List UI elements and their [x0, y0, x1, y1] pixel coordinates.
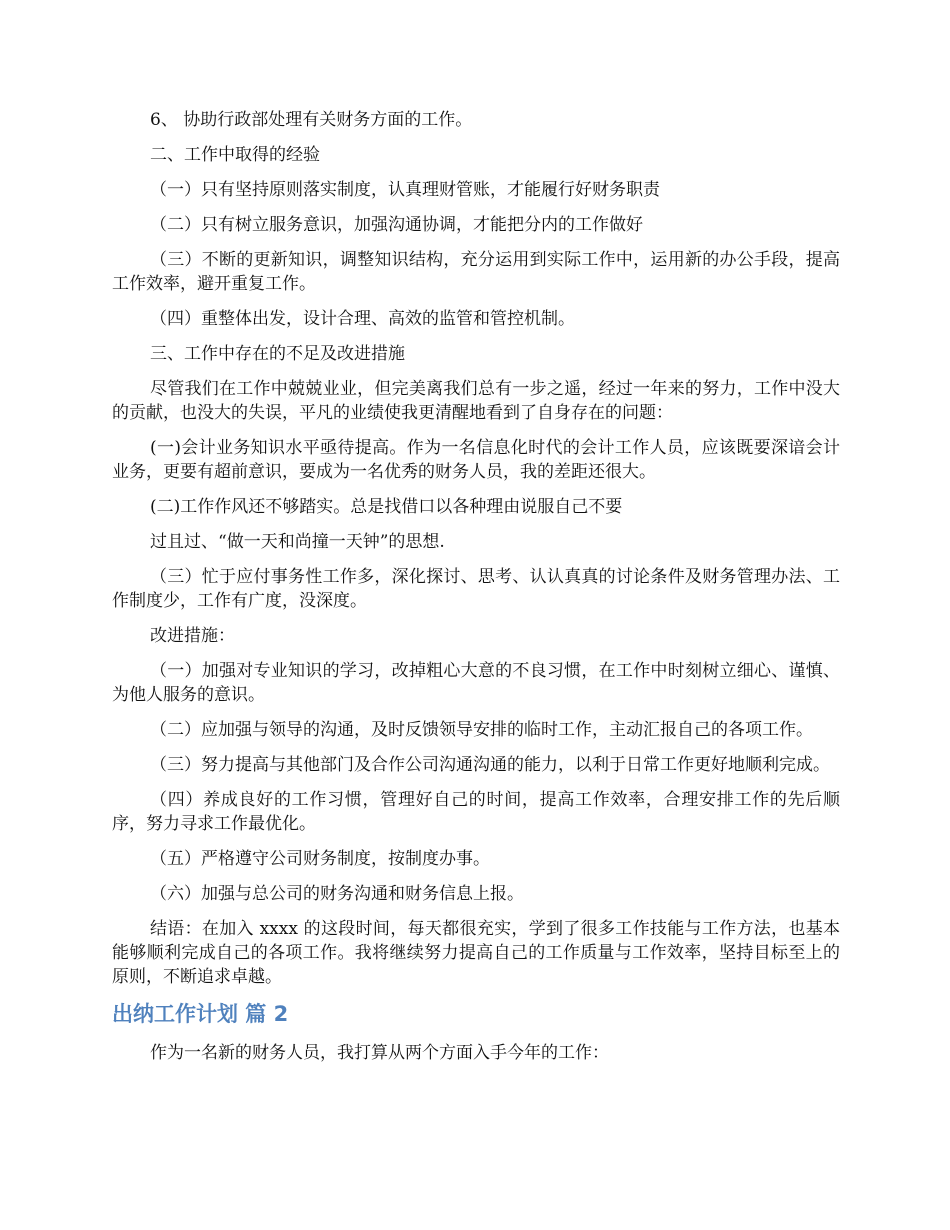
paragraph: (一)会计业务知识水平亟待提高。作为一名信息化时代的会计工作人员，应该既要深谙会计业务，更要有超前意识，要成为一名优秀的财务人员，我的差距还很大。 [112, 438, 840, 482]
paragraph: （四）重整体出发，设计合理、高效的监管和管控机制。 [150, 309, 575, 329]
paragraph: (二)工作作风还不够踏实。总是找借口以各种理由说服自己不要 [150, 497, 623, 517]
paragraph: （一）加强对专业知识的学习，改掉粗心大意的不良习惯，在工作中时刻树立细心、谨慎、为他人服务的意识。 [112, 661, 840, 705]
paragraph: 过且过、“做一天和尚撞一天钟”的思想. [150, 532, 445, 552]
paragraph: 结语：在加入 xxxx 的这段时间，每天都很充实，学到了很多工作技能与工作方法，也基本能够顺利完成自己的各项工作。我将继续努力提高自己的工作质量与工作效率，坚持目标至上的原则，不断追求卓越。 [112, 919, 840, 987]
document-page [112, 108, 840, 1076]
paragraph: （四）养成良好的工作习惯，管理好自己的时间，提高工作效率，合理安排工作的先后顺序，努力寻求工作最优化。 [112, 790, 840, 834]
section-heading: 二、工作中取得的经验 [150, 145, 320, 165]
paragraph: （三）努力提高与其他部门及合作公司沟通沟通的能力，以利于日常工作更好地顺利完成。 [150, 755, 830, 775]
paragraph: 6、 协助行政部处理有关财务方面的工作。 [150, 110, 473, 130]
paragraph: （六）加强与总公司的财务沟通和财务信息上报。 [150, 884, 524, 904]
paragraph: （二）应加强与领导的沟通，及时反馈领导安排的临时工作，主动汇报自己的各项工作。 [150, 720, 813, 740]
section-heading: 三、工作中存在的不足及改进措施 [150, 344, 405, 364]
document-heading: 出纳工作计划 篇 2 [112, 1002, 289, 1026]
paragraph: （三）不断的更新知识，调整知识结构，充分运用到实际工作中，运用新的办公手段，提高工作效率，避开重复工作。 [112, 250, 840, 294]
paragraph: 作为一名新的财务人员，我打算从两个方面入手今年的工作： [150, 1043, 609, 1063]
paragraph: （五）严格遵守公司财务制度，按制度办事。 [150, 849, 490, 869]
paragraph: （一）只有坚持原则落实制度，认真理财管账，才能履行好财务职责 [150, 180, 660, 200]
paragraph: （三）忙于应付事务性工作多，深化探讨、思考、认认真真的讨论条件及财务管理办法、工作制度少，工作有广度，没深度。 [112, 567, 840, 611]
paragraph: 尽管我们在工作中兢兢业业，但完美离我们总有一步之遥，经过一年来的努力，工作中没大的贡献，也没大的失误，平凡的业绩使我更清醒地看到了自身存在的问题： [112, 379, 840, 423]
paragraph: （二）只有树立服务意识，加强沟通协调，才能把分内的工作做好 [150, 215, 643, 235]
paragraph: 改进措施： [150, 626, 235, 646]
